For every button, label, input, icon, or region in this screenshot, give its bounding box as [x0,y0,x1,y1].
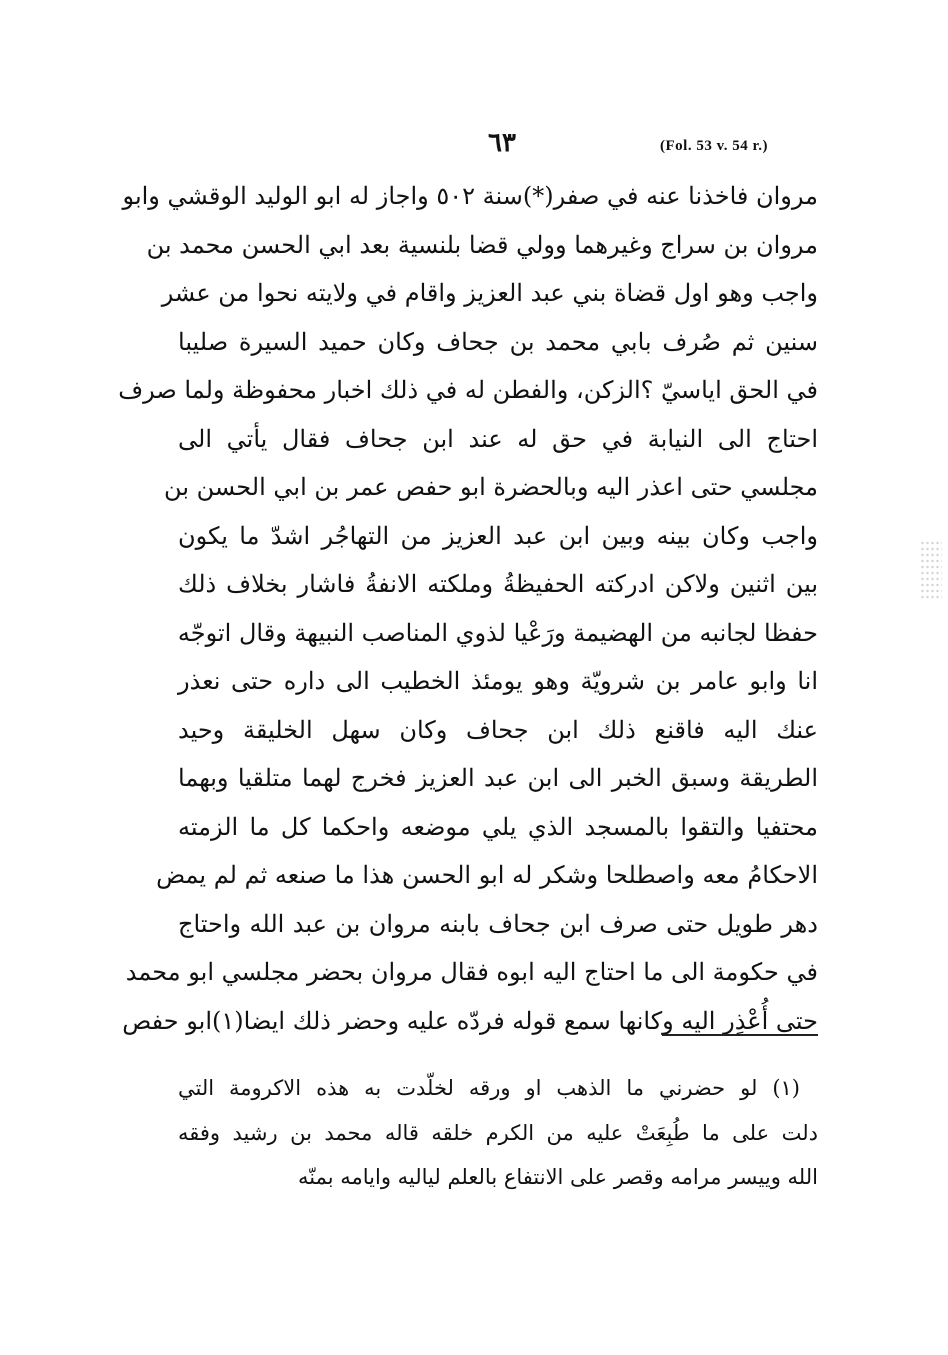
text-line: انا وابو عامر بن شرويّة وهو يومئذ الخطيب الى داره حتى نعذر [178,667,818,695]
main-text-block [118,172,818,1045]
text-line: الاحكامُ معه واصطلحا وشكر له ابو الحسن هذا ما صنعه ثم لم يمض [156,861,818,889]
text-line: في حكومة الى ما احتاج اليه ابوه فقال مروان بحضر مجلسي ابو محمد [125,958,818,986]
text-line: مجلسي حتى اعذر اليه وبالحضرة ابو حفص عمر بن ابي الحسن بن [164,473,818,501]
folio-reference: (Fol. 53 v. 54 r.) [660,138,769,154]
text-line: محتفيا والتقوا بالمسجد الذي يلي موضعه واحكما كل ما الزمته [178,812,818,841]
footnote-line: دلت على ما طُبِعَتْ عليه من الكرم خلقه قاله محمد بن رشيد وفقه [178,1120,818,1145]
text-line: حفظا لجانبه من الهضيمة ورَعْيا لذوي المناصب النبيهة وقال اتوجّه [177,618,818,647]
text-line: مروان فاخذنا عنه في صفر(*)سنة ٥٠٢ واجاز له ابو الوليد الوقشي وابو [122,182,818,210]
text-line: مروان بن سراج وغيرهما وولي قضا بلنسية بعد ابي الحسن محمد بن [146,230,818,259]
text-line: احتاج الى النيابة في حق له عند ابن جحاف فقال يأتي الى [178,424,818,453]
page-speckle [920,540,942,600]
footnote-separator [662,1034,818,1036]
text-line: عنك اليه فاقنع ذلك ابن جحاف وكان سهل الخليقة وحيد [178,715,818,744]
text-line: في الحق اياسيّ ؟الزكن، والفطن له في ذلك اخبار محفوظة ولما صرف [118,376,818,404]
footnote-line: (١) لو حضرني ما الذهب او ورقه لخلّدت به هذه الاكرومة التي [178,1076,800,1100]
page-number: ٦٣ [488,128,516,158]
text-line: واجب وهو اول قضاة بني عبد العزيز واقام في ولايته نحوا من عشر [161,279,818,307]
text-line: سنين ثم صُرف بابي محمد بن جحاف وكان حميد السيرة صليبا [178,327,818,356]
footnote-line: الله وييسر مرامه وقصر على الانتفاع بالعلم لياليه وايامه بمنّه [298,1165,818,1189]
text-line: واجب وكان بينه وبين ابن عبد العزيز من التهاجُر اشدّ ما يكون [178,521,818,550]
text-line: الطريقة وسبق الخبر الى ابن عبد العزيز فخرج لهما متلقيا وبهما [178,764,818,792]
footnotes-block [178,1066,818,1200]
text-line: دهر طويل حتى صرف ابن جحاف بابنه مروان بن عبد الله واحتاج [178,909,818,938]
text-line: بين اثنين ولاكن ادركته الحفيظةُ وملكته الانفةُ فاشار بخلاف ذلك [178,570,818,598]
text-line: حتى أُعْذِر اليه وكانها سمع قوله فردّه عليه وحضر ذلك ايضا(١)ابو حفص [122,1006,818,1035]
